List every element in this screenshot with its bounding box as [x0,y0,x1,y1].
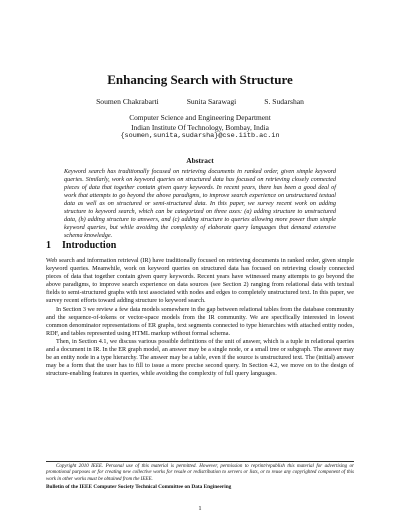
author-name: S. Sudarshan [264,97,304,106]
affiliation-department: Computer Science and Engineering Department [129,113,271,122]
affiliation-block [0,113,400,142]
paper-title: Enhancing Search with Structure [107,72,293,87]
section-title: Introduction [62,240,117,251]
affiliation-institute: Indian Institute Of Technology, Bombay, India [131,122,269,132]
body-paragraph: In Section 3 we review a few data models somewhere in the gap between relational tables from the database community and the sequence-of-tokens or vector-space models from the IR community. We are specifically interested in lowest common denominator representations of ER graphs, text segments connected to type hierarchies with attached entity nodes, RDF, and tables represented using HTML markup without formal schema. [46,305,354,337]
footnote-divider [46,461,354,462]
copyright-footnote [46,464,354,483]
section-heading [46,240,116,252]
author-name: Sunita Sarawagi [186,97,237,106]
abstract-heading: Abstract [186,156,214,165]
author-name: Soumen Chakrabarti [96,97,159,106]
body-paragraph: Then, in Section 4.1, we discuss various possible definitions of the unit of answer, which is a tuple in relational queries and a document in IR. In the ER graph model, an answer may be a single node, or a small tree or subgraph. The answer may be an entity node in a type hierarchy. The answer may be a table, even if the source is unstructured text. The (initial) answer may be a form that the user has to fill to issue a more precise second query. In Section 4.2, we move on to the design of structure-enabling features in queries, while avoiding the complexity of full query languages. [46,337,354,378]
page-number: 1 [198,505,202,512]
section-number: 1 [46,240,51,251]
body-paragraph: Web search and information retrieval (IR) have traditionally focused on retrieving documents in ranked order, given simple keyword queries. Meanwhile, work on keyword queries on structured data has focused on retrieving closely connected pieces of data that together contain given query keywords. Recent years have witnessed many attempts to go beyond the above paradigms, to improve search experience on data sources (see Section 2) ranging from relational data with textual fields to semi-structured graphs with text associated with nodes and edges to completely unstructured text. In this paper, we survey recent efforts toward adding structure to keyword search. [46,257,354,305]
abstract-text: Keyword search has traditionally focused on retrieving documents in ranked order, given simple keyword queries. Similarly, work on keyword queries on structured data has focused on retrieving closely connected pieces of data that together contain given query keywords. In recent years, there has been a good deal of work that attempts to go beyond the above paradigms, to improve search experience on unstructured textual data as well as on structured or semi-structured data. In this paper, we survey recent work on adding structure to keyword search, which can be categorized on three axes: (a) adding structure to unstructured data, (b) adding structure to answers, and (c) adding structure to queries allowing more power than simple keyword queries, but while avoiding the complexity of elaborate query languages that demand extensive schema knowledge. [64,168,336,239]
affiliation-emails: {soumen,sunita,sudarsha}@cse.iitb.ac.in [120,132,280,141]
author-list [0,97,400,107]
copyright-text: Copyright 2010 IEEE. Personal use of this material is permitted. However, permission to reprint/republish this material for advertising or promotional purposes or for creating new collective works for resale or redistribution to servers or lists, or to reuse any copyrighted component of this work in other works must be obtained from the IEEE. [46,464,354,482]
section-body [46,257,354,378]
bulletin-line: Bulletin of the IEEE Computer Society Technical Committee on Data Engineering [46,484,232,490]
